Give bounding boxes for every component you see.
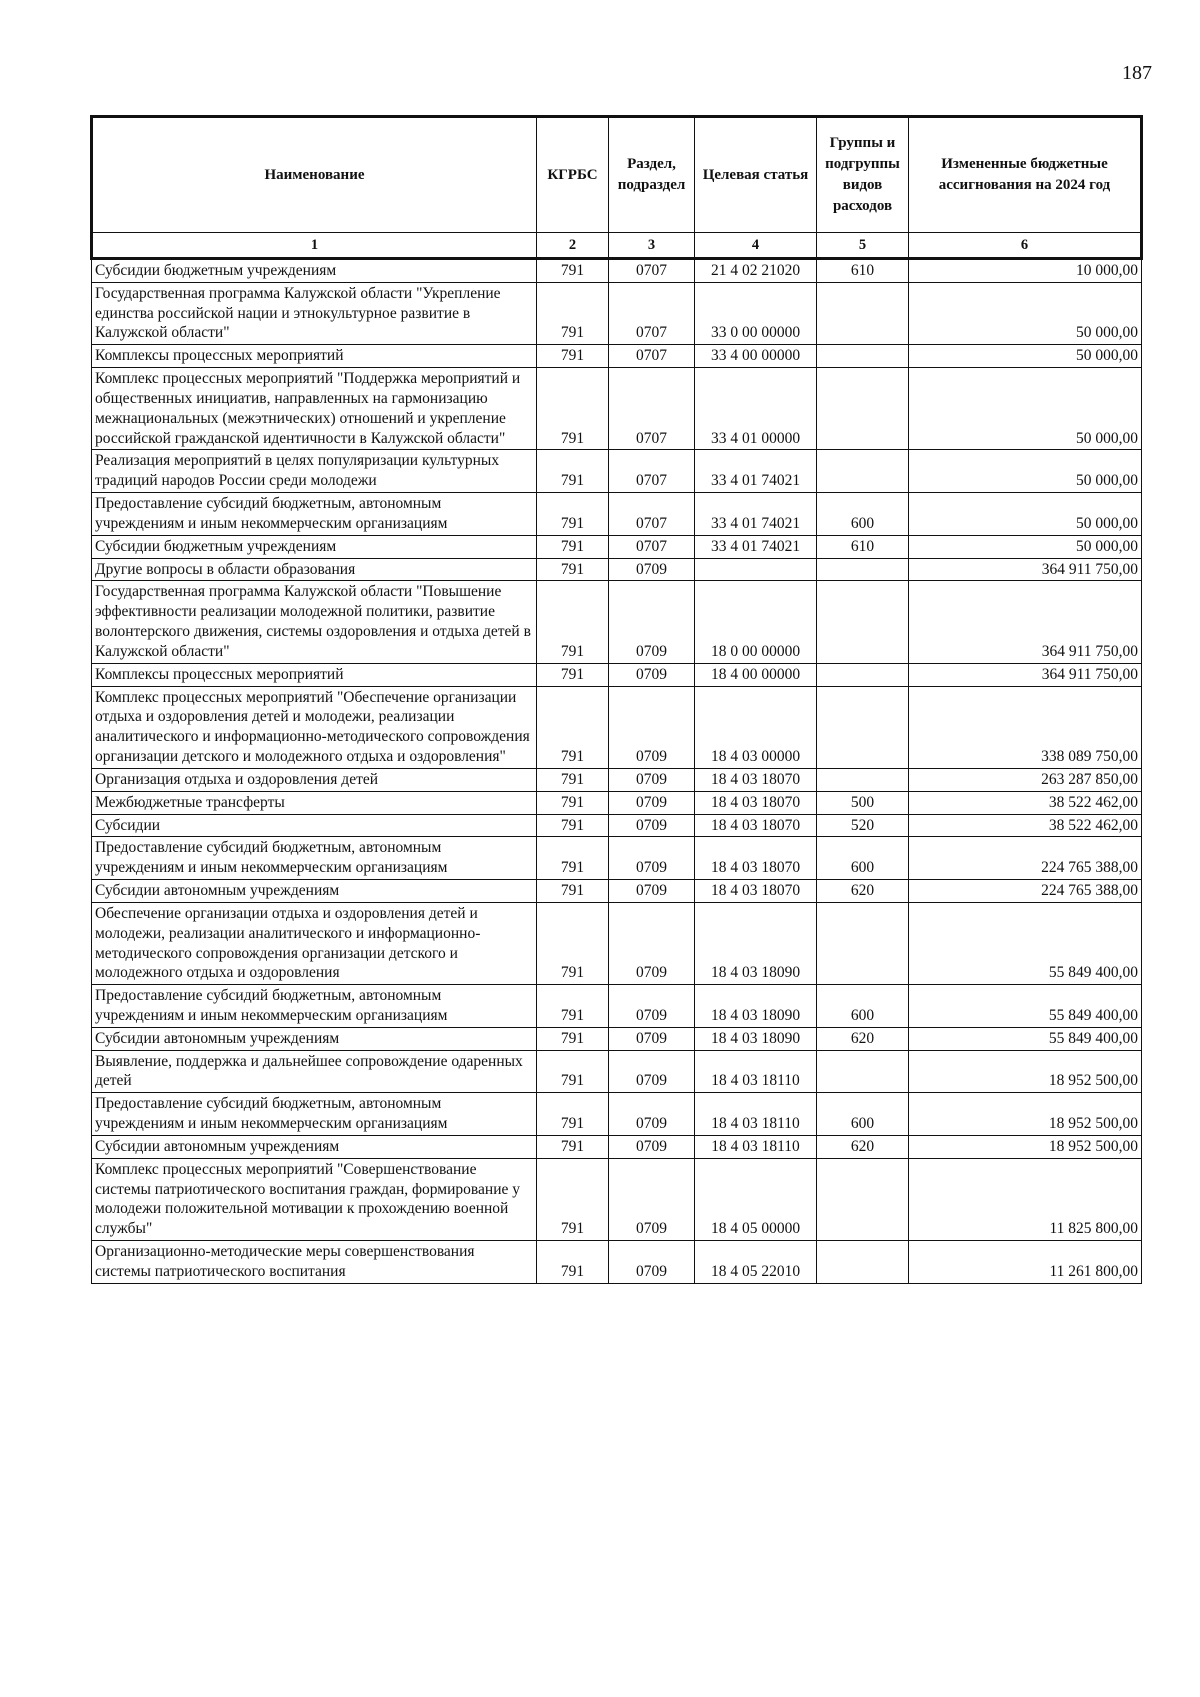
cell-amount: 50 000,00 xyxy=(909,282,1142,344)
cell-group xyxy=(817,558,909,581)
cell-name: Комплексы процессных мероприятий xyxy=(92,663,537,686)
cell-section: 0709 xyxy=(609,837,695,880)
cell-target: 18 4 03 18110 xyxy=(695,1135,817,1158)
cell-kgrbs: 791 xyxy=(537,837,609,880)
cell-group xyxy=(817,663,909,686)
cell-section: 0707 xyxy=(609,535,695,558)
column-number: 3 xyxy=(609,233,695,259)
cell-target: 18 4 05 22010 xyxy=(695,1241,817,1284)
cell-target: 18 4 03 18110 xyxy=(695,1093,817,1136)
cell-section: 0709 xyxy=(609,985,695,1028)
cell-name: Государственная программа Калужской области "Повышение эффективности реализации молодежной политики, развитие волонтерского движения, системы оздоровления и отдыха детей в Калужской области" xyxy=(92,581,537,663)
header-name: Наименование xyxy=(92,117,537,233)
cell-section: 0709 xyxy=(609,902,695,984)
cell-name: Комплекс процессных мероприятий "Поддержка мероприятий и общественных инициатив, направленных на гармонизацию межнациональных (межэтнических) отношений и укрепление российской гражданской идентичности в Калужской области" xyxy=(92,368,537,450)
cell-name: Субсидии бюджетным учреждениям xyxy=(92,535,537,558)
cell-kgrbs: 791 xyxy=(537,1135,609,1158)
table-row xyxy=(92,368,1142,450)
cell-group: 600 xyxy=(817,837,909,880)
table-row xyxy=(92,791,1142,814)
table-row xyxy=(92,1241,1142,1284)
cell-kgrbs: 791 xyxy=(537,259,609,283)
table-row xyxy=(92,345,1142,368)
cell-amount: 224 765 388,00 xyxy=(909,880,1142,903)
cell-kgrbs: 791 xyxy=(537,814,609,837)
cell-amount: 18 952 500,00 xyxy=(909,1135,1142,1158)
cell-group: 620 xyxy=(817,1135,909,1158)
cell-amount: 55 849 400,00 xyxy=(909,1027,1142,1050)
table-row xyxy=(92,686,1142,768)
cell-kgrbs: 791 xyxy=(537,663,609,686)
table-row xyxy=(92,581,1142,663)
cell-section: 0707 xyxy=(609,450,695,493)
cell-kgrbs: 791 xyxy=(537,880,609,903)
cell-amount: 50 000,00 xyxy=(909,535,1142,558)
cell-amount: 38 522 462,00 xyxy=(909,814,1142,837)
cell-name: Предоставление субсидий бюджетным, автономным учреждениям и иным некоммерческим организациям xyxy=(92,493,537,536)
column-number: 1 xyxy=(92,233,537,259)
header-kgrbs: КГРБС xyxy=(537,117,609,233)
cell-target: 33 4 01 74021 xyxy=(695,493,817,536)
cell-kgrbs: 791 xyxy=(537,1093,609,1136)
cell-target: 18 4 00 00000 xyxy=(695,663,817,686)
cell-section: 0709 xyxy=(609,686,695,768)
table-row xyxy=(92,1093,1142,1136)
cell-section: 0709 xyxy=(609,768,695,791)
cell-kgrbs: 791 xyxy=(537,581,609,663)
cell-group xyxy=(817,902,909,984)
cell-kgrbs: 791 xyxy=(537,450,609,493)
header-row xyxy=(92,117,1142,233)
cell-name: Организация отдыха и оздоровления детей xyxy=(92,768,537,791)
cell-name: Выявление, поддержка и дальнейшее сопровождение одаренных детей xyxy=(92,1050,537,1093)
table-row xyxy=(92,450,1142,493)
cell-target: 18 4 03 18070 xyxy=(695,880,817,903)
cell-amount: 50 000,00 xyxy=(909,345,1142,368)
cell-group: 610 xyxy=(817,535,909,558)
cell-kgrbs: 791 xyxy=(537,1158,609,1240)
column-number: 6 xyxy=(909,233,1142,259)
cell-section: 0707 xyxy=(609,368,695,450)
cell-amount: 38 522 462,00 xyxy=(909,791,1142,814)
cell-name: Обеспечение организации отдыха и оздоровления детей и молодежи, реализации аналитического и информационно-методического сопровождения организации детского и молодежного отдыха и оздоровления xyxy=(92,902,537,984)
column-number: 4 xyxy=(695,233,817,259)
cell-target: 18 4 03 18090 xyxy=(695,902,817,984)
cell-target: 33 4 01 74021 xyxy=(695,535,817,558)
column-number-row xyxy=(92,233,1142,259)
cell-amount: 263 287 850,00 xyxy=(909,768,1142,791)
cell-section: 0709 xyxy=(609,814,695,837)
table-row xyxy=(92,814,1142,837)
table-row xyxy=(92,558,1142,581)
cell-target: 18 4 03 18070 xyxy=(695,814,817,837)
cell-amount: 50 000,00 xyxy=(909,450,1142,493)
cell-target: 18 0 00 00000 xyxy=(695,581,817,663)
cell-name: Предоставление субсидий бюджетным, автономным учреждениям и иным некоммерческим организациям xyxy=(92,837,537,880)
cell-kgrbs: 791 xyxy=(537,558,609,581)
cell-group xyxy=(817,686,909,768)
page-number: 187 xyxy=(1122,62,1152,84)
cell-amount: 55 849 400,00 xyxy=(909,985,1142,1028)
cell-target: 18 4 03 18110 xyxy=(695,1050,817,1093)
cell-target xyxy=(695,558,817,581)
cell-group xyxy=(817,450,909,493)
cell-group: 610 xyxy=(817,259,909,283)
cell-section: 0709 xyxy=(609,1135,695,1158)
cell-amount: 364 911 750,00 xyxy=(909,663,1142,686)
table-row xyxy=(92,282,1142,344)
cell-amount: 55 849 400,00 xyxy=(909,902,1142,984)
cell-section: 0709 xyxy=(609,1241,695,1284)
cell-target: 18 4 03 18070 xyxy=(695,768,817,791)
cell-group: 620 xyxy=(817,1027,909,1050)
cell-group xyxy=(817,282,909,344)
cell-kgrbs: 791 xyxy=(537,686,609,768)
cell-section: 0709 xyxy=(609,791,695,814)
cell-section: 0709 xyxy=(609,1158,695,1240)
cell-name: Реализация мероприятий в целях популяризации культурных традиций народов России среди молодежи xyxy=(92,450,537,493)
cell-section: 0709 xyxy=(609,1050,695,1093)
cell-amount: 364 911 750,00 xyxy=(909,558,1142,581)
cell-kgrbs: 791 xyxy=(537,768,609,791)
cell-group xyxy=(817,768,909,791)
cell-target: 18 4 03 18070 xyxy=(695,837,817,880)
table-row xyxy=(92,663,1142,686)
cell-group xyxy=(817,1241,909,1284)
cell-section: 0707 xyxy=(609,493,695,536)
cell-amount: 224 765 388,00 xyxy=(909,837,1142,880)
table-row xyxy=(92,1050,1142,1093)
cell-group: 500 xyxy=(817,791,909,814)
cell-amount: 11 825 800,00 xyxy=(909,1158,1142,1240)
table-row xyxy=(92,985,1142,1028)
cell-name: Государственная программа Калужской области "Укрепление единства российской нации и этнокультурное развитие в Калужской области" xyxy=(92,282,537,344)
cell-group xyxy=(817,368,909,450)
column-number: 5 xyxy=(817,233,909,259)
cell-section: 0709 xyxy=(609,1027,695,1050)
cell-kgrbs: 791 xyxy=(537,902,609,984)
cell-name: Субсидии автономным учреждениям xyxy=(92,1027,537,1050)
cell-group: 620 xyxy=(817,880,909,903)
cell-kgrbs: 791 xyxy=(537,368,609,450)
header-group: Группы и подгруппы видов расходов xyxy=(817,117,909,233)
cell-target: 18 4 03 00000 xyxy=(695,686,817,768)
cell-name: Комплекс процессных мероприятий "Обеспечение организации отдыха и оздоровления детей и молодежи, реализации аналитического и информационно-методического сопровождения организации детского и молодежного отдыха и оздоровления" xyxy=(92,686,537,768)
cell-name: Субсидии бюджетным учреждениям xyxy=(92,259,537,283)
cell-target: 33 4 01 74021 xyxy=(695,450,817,493)
cell-name: Субсидии автономным учреждениям xyxy=(92,880,537,903)
cell-amount: 10 000,00 xyxy=(909,259,1142,283)
cell-kgrbs: 791 xyxy=(537,282,609,344)
cell-section: 0707 xyxy=(609,282,695,344)
table-row xyxy=(92,880,1142,903)
table-row xyxy=(92,259,1142,283)
table-row xyxy=(92,902,1142,984)
cell-name: Межбюджетные трансферты xyxy=(92,791,537,814)
cell-group: 600 xyxy=(817,1093,909,1136)
column-number: 2 xyxy=(537,233,609,259)
cell-section: 0709 xyxy=(609,558,695,581)
cell-name: Комплекс процессных мероприятий "Совершенствование системы патриотического воспитания граждан, формирование у молодежи положительной мотивации к прохождению военной службы" xyxy=(92,1158,537,1240)
cell-target: 33 0 00 00000 xyxy=(695,282,817,344)
cell-name: Предоставление субсидий бюджетным, автономным учреждениям и иным некоммерческим организациям xyxy=(92,1093,537,1136)
cell-group: 600 xyxy=(817,985,909,1028)
cell-group xyxy=(817,581,909,663)
cell-name: Комплексы процессных мероприятий xyxy=(92,345,537,368)
table-row xyxy=(92,768,1142,791)
cell-target: 18 4 03 18090 xyxy=(695,1027,817,1050)
cell-amount: 18 952 500,00 xyxy=(909,1093,1142,1136)
cell-kgrbs: 791 xyxy=(537,345,609,368)
table-row xyxy=(92,493,1142,536)
cell-name: Субсидии xyxy=(92,814,537,837)
cell-kgrbs: 791 xyxy=(537,791,609,814)
cell-group xyxy=(817,1158,909,1240)
budget-table xyxy=(90,115,1143,1284)
cell-name: Субсидии автономным учреждениям xyxy=(92,1135,537,1158)
cell-group: 600 xyxy=(817,493,909,536)
cell-section: 0707 xyxy=(609,345,695,368)
cell-amount: 50 000,00 xyxy=(909,368,1142,450)
header-target: Целевая статья xyxy=(695,117,817,233)
cell-section: 0707 xyxy=(609,259,695,283)
cell-name: Другие вопросы в области образования xyxy=(92,558,537,581)
cell-target: 33 4 00 00000 xyxy=(695,345,817,368)
table-row xyxy=(92,1135,1142,1158)
header-amount: Измененные бюджетные ассигнования на 2024 год xyxy=(909,117,1142,233)
cell-target: 18 4 05 00000 xyxy=(695,1158,817,1240)
cell-amount: 364 911 750,00 xyxy=(909,581,1142,663)
cell-kgrbs: 791 xyxy=(537,1027,609,1050)
cell-name: Организационно-методические меры совершенствования системы патриотического воспитания xyxy=(92,1241,537,1284)
cell-name: Предоставление субсидий бюджетным, автономным учреждениям и иным некоммерческим организациям xyxy=(92,985,537,1028)
cell-amount: 50 000,00 xyxy=(909,493,1142,536)
table-row xyxy=(92,1027,1142,1050)
table-row xyxy=(92,837,1142,880)
cell-group: 520 xyxy=(817,814,909,837)
header-section: Раздел, подраздел xyxy=(609,117,695,233)
cell-section: 0709 xyxy=(609,663,695,686)
cell-amount: 338 089 750,00 xyxy=(909,686,1142,768)
cell-kgrbs: 791 xyxy=(537,493,609,536)
cell-section: 0709 xyxy=(609,880,695,903)
table-row xyxy=(92,1158,1142,1240)
cell-kgrbs: 791 xyxy=(537,535,609,558)
table-row xyxy=(92,535,1142,558)
cell-target: 21 4 02 21020 xyxy=(695,259,817,283)
cell-target: 33 4 01 00000 xyxy=(695,368,817,450)
cell-kgrbs: 791 xyxy=(537,1241,609,1284)
cell-target: 18 4 03 18090 xyxy=(695,985,817,1028)
cell-group xyxy=(817,1050,909,1093)
cell-amount: 11 261 800,00 xyxy=(909,1241,1142,1284)
cell-kgrbs: 791 xyxy=(537,985,609,1028)
cell-group xyxy=(817,345,909,368)
cell-section: 0709 xyxy=(609,1093,695,1136)
cell-section: 0709 xyxy=(609,581,695,663)
cell-kgrbs: 791 xyxy=(537,1050,609,1093)
cell-target: 18 4 03 18070 xyxy=(695,791,817,814)
cell-amount: 18 952 500,00 xyxy=(909,1050,1142,1093)
